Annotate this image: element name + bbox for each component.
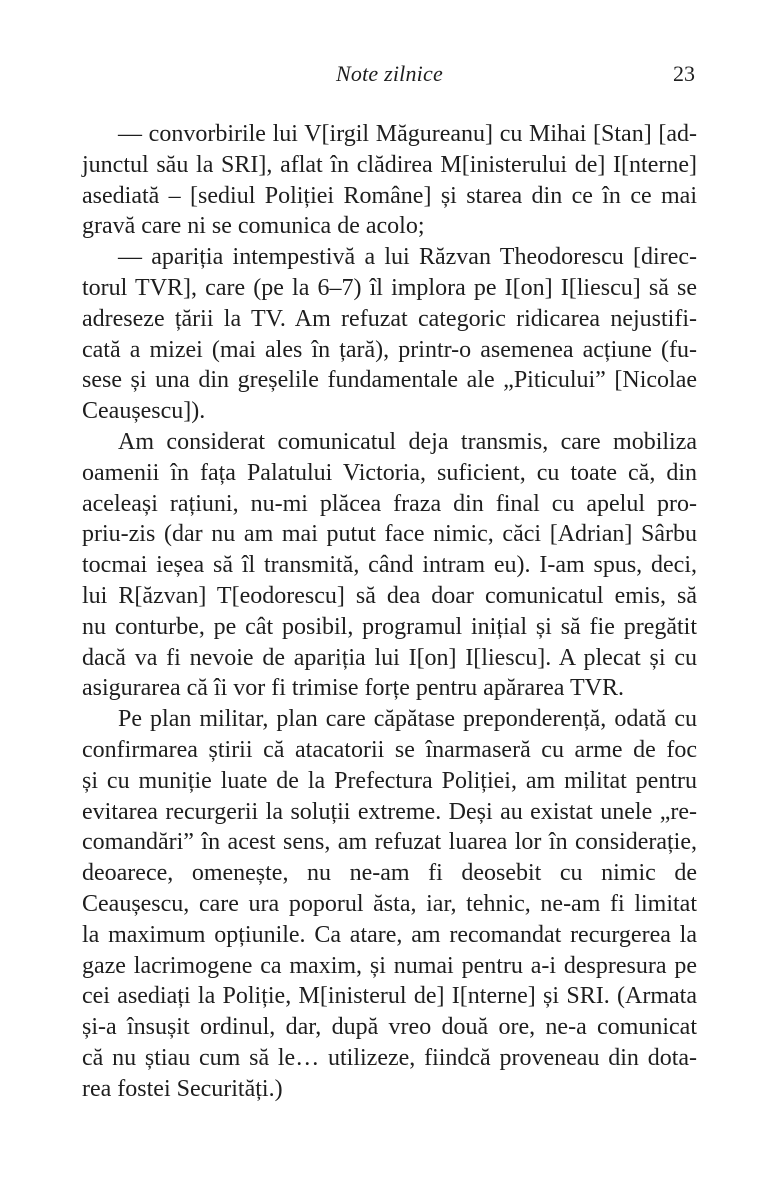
text-line: aceleași rațiuni, nu-mi plăcea fraza din final cu apelul pro-: [82, 490, 697, 517]
text-line: torul TVR], care (pe la 6–7) îl implora pe I[on] I[liescu] să se: [82, 274, 697, 301]
page-number: 23: [673, 61, 695, 86]
text-line: cată a mizei (mai ales în țară), printr-o asemenea acțiune (fu-: [82, 336, 697, 363]
text-line: Ceaușescu, care ura poporul ăsta, iar, tehnic, ne-am fi limitat: [82, 890, 697, 917]
text-line: nu conturbe, pe cât posibil, programul inițial și să fie pregătit: [82, 613, 697, 640]
text-line: oamenii în fața Palatului Victoria, suficient, cu toate că, din: [82, 459, 697, 486]
text-line: asediată – [sediul Poliției Române] și starea din ce în ce mai: [82, 182, 697, 209]
text-line: asigurarea că îi vor fi trimise forțe pentru apărarea TVR.: [82, 675, 624, 702]
text-line: adreseze țării la TV. Am refuzat categoric ridicarea nejustifi-: [82, 305, 697, 332]
page-text-block: [82, 119, 697, 1105]
text-line: comandări” în acest sens, am refuzat luarea lor în considerație,: [82, 829, 697, 856]
text-line: gravă care ni se comunica de acolo;: [82, 213, 425, 240]
text-line: și-a însușit ordinul, dar, după vreo două ore, ne-a comunicat: [82, 1014, 697, 1041]
text-line: că nu știau cum să le… utilizeze, fiindcă proveneau din dota-: [82, 1044, 697, 1071]
text-line: confirmarea știrii că atacatorii se înarmaseră cu arme de foc: [82, 736, 697, 763]
text-line: deoarece, omenește, nu ne-am fi deosebit cu nimic de: [82, 860, 697, 887]
text-line: tocmai ieșea să îl transmită, când intram eu). I-am spus, deci,: [82, 552, 697, 579]
running-header-title: Note zilnice: [336, 61, 443, 86]
text-line: lui R[ăzvan] T[eodorescu] să dea doar comunicatul emis, să: [82, 582, 697, 609]
text-line: la maximum opțiunile. Ca atare, am recomandat recurgerea la: [82, 921, 697, 948]
text-line: priu-zis (dar nu am mai putut face nimic, căci [Adrian] Sârbu: [82, 521, 697, 548]
paragraph: [82, 704, 697, 1104]
paragraph: [82, 242, 697, 427]
text-line: evitarea recurgerii la soluții extreme. Deși au existat unele „re-: [82, 798, 697, 825]
text-line: Am considerat comunicatul deja transmis, care mobiliza: [118, 428, 697, 455]
text-line: și cu muniție luate de la Prefectura Poliției, am militat pentru: [82, 767, 697, 794]
text-line: cei asediați la Poliție, M[inisterul de] I[nterne] și SRI. (Armata: [82, 983, 697, 1010]
text-line: sese și una din greșelile fundamentale ale „Piticului” [Nicolae: [82, 367, 697, 394]
paragraph: [82, 427, 697, 704]
text-line: Ceaușescu]).: [82, 398, 206, 425]
running-header: [82, 60, 697, 88]
text-line: Pe plan militar, plan care căpătase preponderență, odată cu: [118, 706, 697, 733]
text-line: rea fostei Securități.): [82, 1075, 283, 1102]
text-line: gaze lacrimogene ca maxim, și numai pentru a-i despresura pe: [82, 952, 697, 979]
paragraph: [82, 119, 697, 242]
text-line: junctul său la SRI], aflat în clădirea M[inisterului de] I[nterne]: [82, 151, 697, 178]
text-line: — convorbirile lui V[irgil Măgureanu] cu Mihai [Stan] [ad-: [118, 121, 697, 147]
text-line: dacă va fi nevoie de apariția lui I[on] I[liescu]. A plecat și cu: [82, 644, 697, 671]
text-line: — apariția intempestivă a lui Răzvan Theodorescu [direc-: [118, 244, 697, 271]
